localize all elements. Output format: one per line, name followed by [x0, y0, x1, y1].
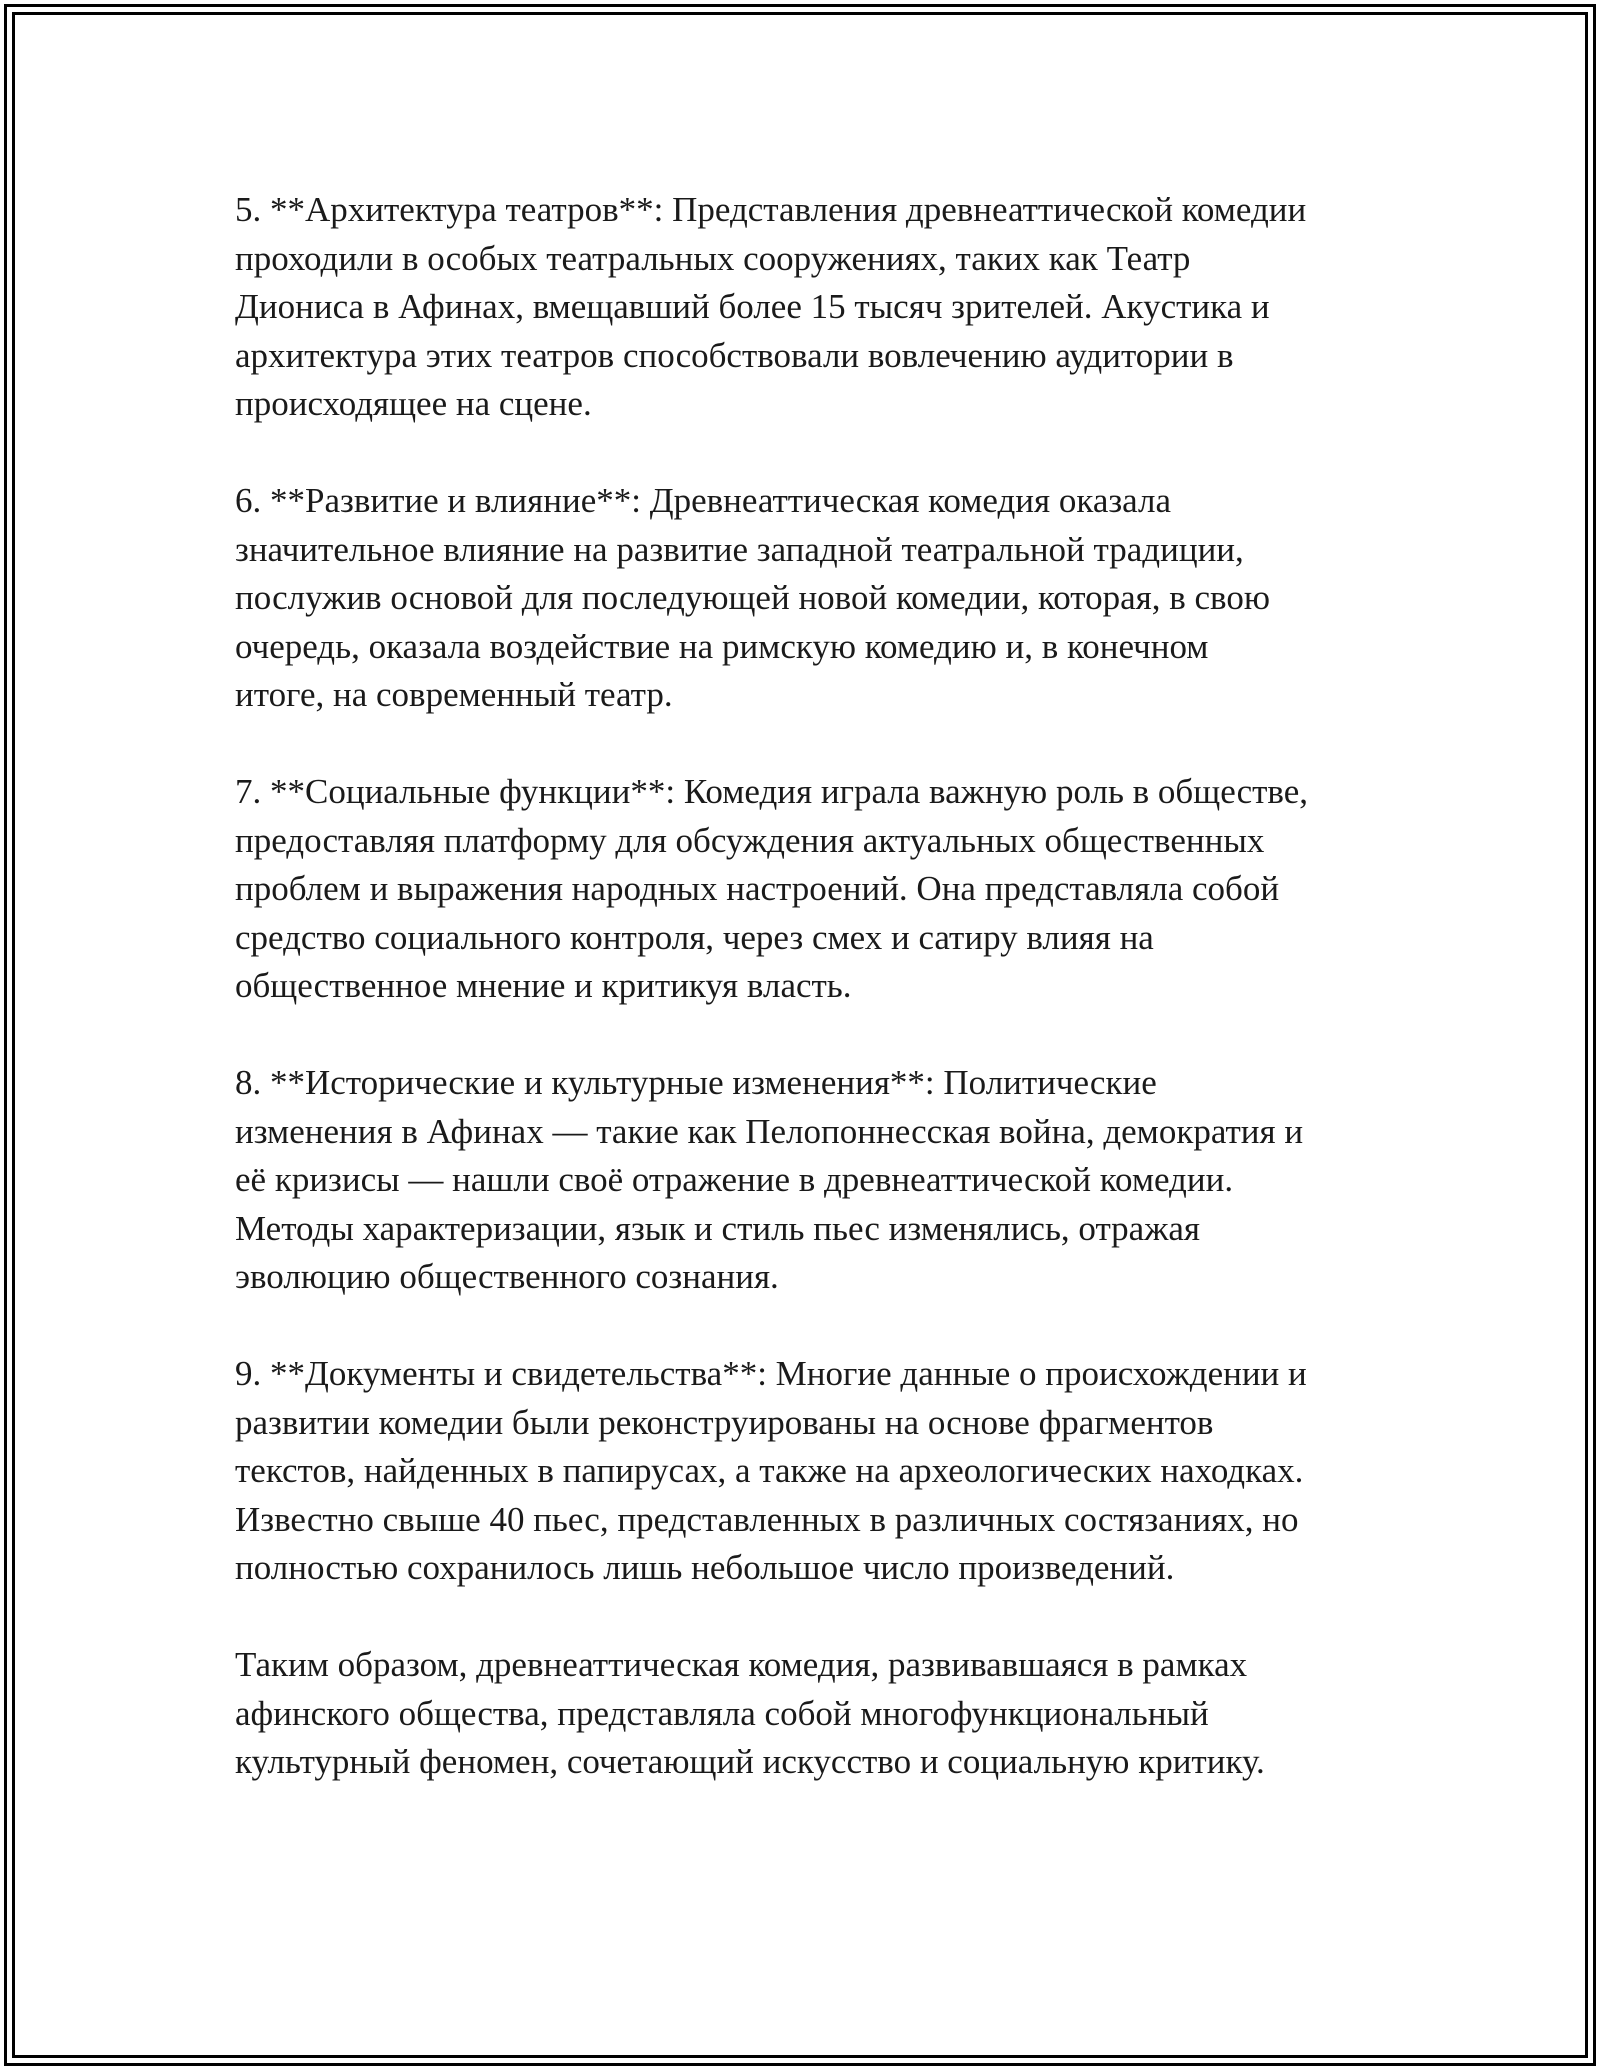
text-line: итоге, на современный театр.: [235, 675, 673, 714]
text-line: 9. **Документы и свидетельства**: Многие данные о происхождении и: [235, 1354, 1307, 1393]
text-line: очередь, оказала воздействие на римскую комедию и, в конечном: [235, 626, 1209, 666]
text-line: эволюцию общественного сознания.: [235, 1257, 779, 1296]
text-line: предоставляя платформу для обсуждения актуальных общественных: [235, 820, 1265, 860]
text-line: текстов, найденных в папирусах, а также на археологических находках.: [235, 1451, 1304, 1490]
paragraph-development: [235, 477, 1395, 720]
text-line: значительное влияние на развитие западной театральной традиции,: [235, 529, 1244, 569]
text-line: её кризисы — нашли своё отражение в древнеаттической комедии.: [235, 1160, 1234, 1199]
text-line: развитии комедии были реконструированы на основе фрагментов: [235, 1402, 1214, 1442]
paragraph-architecture: [235, 186, 1395, 429]
text-line: архитектура этих театров способствовали вовлечению аудитории в: [235, 335, 1234, 375]
text-line: 8. **Исторические и культурные изменения**: Политические: [235, 1063, 1157, 1102]
text-line: полностью сохранилось лишь небольшое число произведений.: [235, 1548, 1175, 1587]
text-line: послужив основой для последующей новой комедии, которая, в свою: [235, 578, 1270, 617]
text-line: афинского общества, представляла собой многофункциональный: [235, 1693, 1209, 1733]
text-line: 6. **Развитие и влияние**: Древнеаттическая комедия оказала: [235, 481, 1172, 520]
text-line: 5. **Архитектура театров**: Представления древнеаттической комедии: [235, 190, 1307, 229]
paragraph-historical-changes: [235, 1059, 1395, 1302]
text-line: общественное мнение и критикуя власть.: [235, 966, 852, 1005]
paragraph-documents: [235, 1350, 1395, 1593]
text-line: 7. **Социальные функции**: Комедия играла важную роль в обществе,: [235, 772, 1309, 811]
text-line: культурный феномен, сочетающий искусство и социальную критику.: [235, 1742, 1265, 1781]
text-line: Таким образом, древнеаттическая комедия, развивавшаяся в рамках: [235, 1645, 1248, 1684]
paragraph-conclusion: [235, 1641, 1395, 1787]
text-line: Диониса в Афинах, вмещавший более 15 тысяч зрителей. Акустика и: [235, 287, 1270, 326]
text-line: проходили в особых театральных сооружениях, таких как Театр: [235, 238, 1191, 278]
text-line: изменения в Афинах — такие как Пелопоннесская война, демократия и: [235, 1111, 1304, 1151]
text-line: средство социального контроля, через смех и сатиру влияя на: [235, 917, 1154, 957]
document-body: [235, 186, 1395, 1835]
text-line: Методы характеризации, язык и стиль пьес изменялись, отражая: [235, 1208, 1201, 1248]
text-line: Известно свыше 40 пьес, представленных в различных состязаниях, но: [235, 1499, 1299, 1539]
paragraph-social-functions: [235, 768, 1395, 1011]
text-line: происходящее на сцене.: [235, 384, 592, 423]
text-line: проблем и выражения народных настроений. Она представляла собой: [235, 869, 1280, 908]
